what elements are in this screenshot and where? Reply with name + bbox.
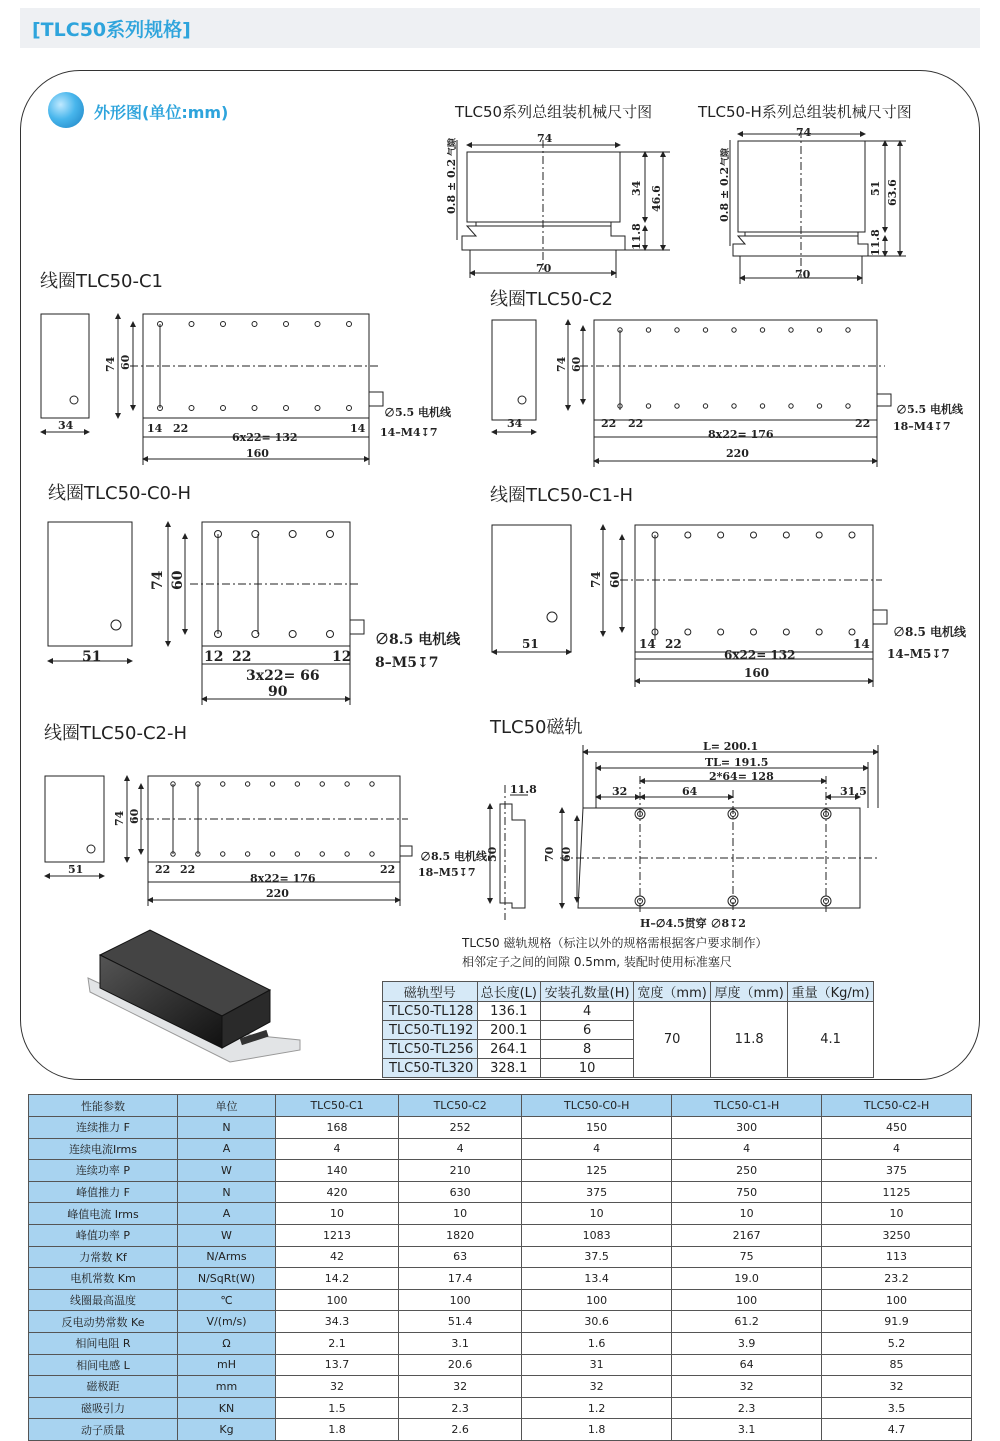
mounting-hole bbox=[646, 404, 650, 408]
c0h-b: 22 bbox=[232, 649, 252, 665]
table-row bbox=[29, 1354, 972, 1376]
param-name: 磁吸引力 bbox=[29, 1397, 178, 1419]
h-right-h: 51 bbox=[869, 180, 882, 196]
mounting-hole bbox=[816, 532, 822, 538]
table-row bbox=[29, 1138, 972, 1160]
rail-t: 11.8 bbox=[510, 783, 537, 796]
param-value: 4 bbox=[522, 1138, 672, 1160]
c0h-h2: 60 bbox=[170, 570, 186, 590]
c1-caption: 线圈TLC50-C1 bbox=[40, 271, 164, 292]
mounting-hole bbox=[315, 406, 320, 411]
mounting-hole bbox=[685, 629, 691, 635]
assembly-std-caption: TLC50系列总组装机械尺寸图 bbox=[455, 103, 653, 121]
param-name: 连续电流Irms bbox=[29, 1138, 178, 1160]
mounting-hole bbox=[703, 404, 707, 408]
param-value: 5.2 bbox=[822, 1332, 972, 1354]
c0h-side: 51 bbox=[82, 649, 102, 665]
param-value: 37.5 bbox=[522, 1246, 672, 1268]
c2-drawing bbox=[492, 320, 891, 467]
c1-wire: ∅5.5 电机线 bbox=[384, 406, 451, 419]
param-value: 2167 bbox=[672, 1224, 822, 1246]
c0h-h1: 74 bbox=[150, 570, 166, 590]
param-value: 85 bbox=[822, 1354, 972, 1376]
param-unit: N/SqRt(W) bbox=[178, 1268, 276, 1290]
param-value: 20.6 bbox=[399, 1354, 522, 1376]
param-value: 750 bbox=[672, 1181, 822, 1203]
c1h-a: 14 bbox=[639, 637, 656, 651]
perf-col-c2h: TLC50-C2-H bbox=[822, 1095, 972, 1117]
table-row bbox=[29, 1289, 972, 1311]
c2h-side: 51 bbox=[68, 863, 84, 876]
std-bottom: 70 bbox=[536, 262, 552, 275]
perf-col-c0h: TLC50-C0-H bbox=[522, 1095, 672, 1117]
c1-c: 14 bbox=[350, 422, 366, 435]
param-value: 3.1 bbox=[399, 1332, 522, 1354]
mounting-hole bbox=[846, 328, 850, 332]
param-value: 32 bbox=[672, 1376, 822, 1398]
c0h-span: 3x22= 66 bbox=[246, 668, 320, 684]
c1h-b: 22 bbox=[665, 637, 682, 651]
mounting-hole bbox=[245, 852, 249, 856]
table-row bbox=[29, 1376, 972, 1398]
mounting-hole bbox=[221, 852, 225, 856]
param-name: 力常数 Kf bbox=[29, 1246, 178, 1268]
table-row bbox=[29, 1419, 972, 1441]
c0h-caption: 线圈TLC50-C0-H bbox=[48, 483, 192, 504]
mounting-hole bbox=[221, 782, 225, 786]
param-value: 375 bbox=[522, 1181, 672, 1203]
rail-weight-value: 4.1 bbox=[788, 1002, 874, 1078]
rail-L: L= 200.1 bbox=[703, 740, 759, 753]
rail-col-holes: 安装孔数量(H) bbox=[541, 982, 634, 1002]
mounting-hole bbox=[345, 852, 349, 856]
rail-thickness-value: 11.8 bbox=[711, 1002, 788, 1078]
param-unit: KN bbox=[178, 1397, 276, 1419]
assembly-h-caption: TLC50-H系列总组装机械尺寸图 bbox=[698, 103, 912, 121]
perf-col-c2: TLC50-C2 bbox=[399, 1095, 522, 1117]
c1-drawing bbox=[41, 314, 383, 465]
param-value: 113 bbox=[822, 1246, 972, 1268]
param-unit: N bbox=[178, 1117, 276, 1139]
mounting-hole bbox=[816, 629, 822, 635]
c0h-c: 12 bbox=[332, 649, 352, 665]
param-unit: mm bbox=[178, 1376, 276, 1398]
param-value: 30.6 bbox=[522, 1311, 672, 1333]
h-top: 74 bbox=[796, 126, 812, 139]
rail-col-width: 宽度（mm) bbox=[634, 982, 711, 1002]
param-value: 13.7 bbox=[276, 1354, 399, 1376]
param-value: 75 bbox=[672, 1246, 822, 1268]
c0h-a: 12 bbox=[204, 649, 224, 665]
rail-b: 64 bbox=[682, 785, 698, 798]
mounting-hole bbox=[718, 532, 724, 538]
c2-h1: 74 bbox=[555, 356, 568, 372]
c1-total: 160 bbox=[246, 447, 269, 460]
param-value: 150 bbox=[522, 1117, 672, 1139]
param-value: 64 bbox=[672, 1354, 822, 1376]
mounting-hole bbox=[270, 852, 274, 856]
c2h-caption: 线圈TLC50-C2-H bbox=[44, 723, 188, 744]
c1h-holes: 14–M5↧7 bbox=[887, 647, 950, 661]
param-value: 13.4 bbox=[522, 1268, 672, 1290]
mounting-hole bbox=[189, 322, 194, 327]
param-value: 10 bbox=[822, 1203, 972, 1225]
c2-h2: 60 bbox=[570, 356, 583, 372]
param-value: 4 bbox=[672, 1138, 822, 1160]
c2h-wire: ∅8.5 电机线 bbox=[420, 850, 487, 863]
mounting-hole bbox=[675, 328, 679, 332]
param-value: 300 bbox=[672, 1117, 822, 1139]
mounting-hole bbox=[646, 328, 650, 332]
param-name: 动子质量 bbox=[29, 1419, 178, 1441]
table-row bbox=[29, 1203, 972, 1225]
param-name: 电机常数 Km bbox=[29, 1268, 178, 1290]
c2h-total: 220 bbox=[266, 887, 289, 900]
param-name: 相间电感 L bbox=[29, 1354, 178, 1376]
c1h-caption: 线圈TLC50-C1-H bbox=[490, 485, 634, 506]
rail-TL: TL= 191.5 bbox=[705, 756, 769, 769]
param-value: 61.2 bbox=[672, 1311, 822, 1333]
std-gap-label: 气隙 bbox=[448, 137, 458, 156]
param-value: 100 bbox=[276, 1289, 399, 1311]
param-value: 51.4 bbox=[399, 1311, 522, 1333]
mounting-hole bbox=[252, 406, 257, 411]
param-value: 100 bbox=[399, 1289, 522, 1311]
section-subtitle: 外形图(单位:mm) bbox=[94, 103, 229, 122]
c1h-drawing bbox=[492, 525, 887, 687]
param-value: 1.2 bbox=[522, 1397, 672, 1419]
rail-a: 32 bbox=[612, 785, 628, 798]
mounting-hole bbox=[783, 532, 789, 538]
table-row: TLC50-TL128 136.1 4 70 11.8 4.1 bbox=[383, 1002, 874, 1021]
param-value: 210 bbox=[399, 1160, 522, 1182]
mounting-hole bbox=[315, 322, 320, 327]
std-right-h: 34 bbox=[630, 180, 643, 196]
mounting-hole bbox=[295, 852, 299, 856]
c2h-span: 8x22= 176 bbox=[250, 872, 316, 885]
param-value: 10 bbox=[399, 1203, 522, 1225]
table-row bbox=[29, 1224, 972, 1246]
table-row bbox=[29, 1268, 972, 1290]
perf-col-unit: 单位 bbox=[178, 1095, 276, 1117]
param-value: 4 bbox=[399, 1138, 522, 1160]
param-value: 32 bbox=[822, 1376, 972, 1398]
c2h-h2: 60 bbox=[128, 808, 141, 824]
mounting-hole bbox=[703, 328, 707, 332]
rail-col-weight: 重量（Kg/m) bbox=[788, 982, 874, 1002]
mounting-hole bbox=[675, 404, 679, 408]
table-row bbox=[29, 1332, 972, 1354]
table-row: TLC50-TL320 328.1 10 bbox=[383, 1059, 874, 1078]
table-row: TLC50-TL192 200.1 6 bbox=[383, 1021, 874, 1040]
mounting-hole bbox=[760, 404, 764, 408]
param-name: 磁极距 bbox=[29, 1376, 178, 1398]
param-unit: ℃ bbox=[178, 1289, 276, 1311]
mounting-hole bbox=[732, 404, 736, 408]
perf-col-c1h: TLC50-C1-H bbox=[672, 1095, 822, 1117]
rail-caption: TLC50磁轨 bbox=[490, 717, 583, 738]
param-value: 4 bbox=[822, 1138, 972, 1160]
param-value: 2.1 bbox=[276, 1332, 399, 1354]
perf-col-c1: TLC50-C1 bbox=[276, 1095, 399, 1117]
mounting-hole bbox=[320, 782, 324, 786]
c0h-wire: ∅8.5 电机线 bbox=[375, 632, 461, 648]
table-row bbox=[29, 1160, 972, 1182]
c2-b: 22 bbox=[628, 417, 644, 430]
rail-col-thickness: 厚度（mm) bbox=[711, 982, 788, 1002]
mounting-hole bbox=[270, 782, 274, 786]
param-name: 峰值电流 Irms bbox=[29, 1203, 178, 1225]
h-gap: 0.8 ± 0.2 bbox=[718, 166, 731, 222]
perf-col-param: 性能参数 bbox=[29, 1095, 178, 1117]
param-value: 32 bbox=[276, 1376, 399, 1398]
mounting-hole bbox=[284, 406, 289, 411]
param-unit: mH bbox=[178, 1354, 276, 1376]
param-unit: V/(m/s) bbox=[178, 1311, 276, 1333]
h-bottom: 70 bbox=[795, 268, 811, 281]
param-value: 168 bbox=[276, 1117, 399, 1139]
c1-h2: 60 bbox=[119, 354, 132, 370]
c2-span: 8x22= 176 bbox=[708, 428, 774, 441]
param-value: 42 bbox=[276, 1246, 399, 1268]
param-value: 2.3 bbox=[672, 1397, 822, 1419]
mounting-hole bbox=[849, 629, 855, 635]
param-unit: Kg bbox=[178, 1419, 276, 1441]
c2-holes: 18–M4↧7 bbox=[893, 420, 951, 433]
mounting-hole bbox=[347, 322, 352, 327]
c1-a: 14 bbox=[147, 422, 163, 435]
param-value: 100 bbox=[522, 1289, 672, 1311]
param-unit: A bbox=[178, 1138, 276, 1160]
param-value: 19.0 bbox=[672, 1268, 822, 1290]
c1-holes: 14–M4↧7 bbox=[380, 426, 438, 439]
h-overall-h: 63.6 bbox=[886, 179, 899, 206]
param-name: 连续功率 P bbox=[29, 1160, 178, 1182]
param-value: 140 bbox=[276, 1160, 399, 1182]
std-gap: 0.8 ± 0.2 bbox=[445, 158, 458, 214]
assembly-std-drawing bbox=[457, 140, 670, 278]
param-value: 420 bbox=[276, 1181, 399, 1203]
c2h-holes: 18–M5↧7 bbox=[418, 866, 476, 879]
table-row: TLC50-TL256 264.1 8 bbox=[383, 1040, 874, 1059]
mounting-hole bbox=[245, 782, 249, 786]
c1-b: 22 bbox=[173, 422, 189, 435]
mounting-hole bbox=[370, 782, 374, 786]
param-unit: W bbox=[178, 1160, 276, 1182]
c1h-total: 160 bbox=[744, 666, 770, 680]
param-value: 31 bbox=[522, 1354, 672, 1376]
mounting-hole bbox=[732, 328, 736, 332]
param-value: 375 bbox=[822, 1160, 972, 1182]
c1-h1: 74 bbox=[104, 356, 117, 372]
param-value: 1125 bbox=[822, 1181, 972, 1203]
mounting-hole bbox=[345, 782, 349, 786]
rail-h1: 50 bbox=[486, 846, 499, 862]
rail-spec-table bbox=[382, 981, 874, 1078]
param-name: 峰值功率 P bbox=[29, 1224, 178, 1246]
param-value: 1.8 bbox=[522, 1419, 672, 1441]
param-value: 91.9 bbox=[822, 1311, 972, 1333]
rail-c: 31.5 bbox=[840, 785, 867, 798]
param-value: 32 bbox=[522, 1376, 672, 1398]
mounting-hole bbox=[849, 532, 855, 538]
c0h-total: 90 bbox=[268, 684, 288, 700]
mounting-hole bbox=[327, 531, 334, 538]
std-top: 74 bbox=[537, 132, 553, 145]
mounting-hole bbox=[327, 631, 334, 638]
table-row bbox=[29, 1397, 972, 1419]
c2h-h1: 74 bbox=[113, 810, 126, 826]
param-unit: A bbox=[178, 1203, 276, 1225]
mounting-hole bbox=[783, 629, 789, 635]
param-value: 1.6 bbox=[522, 1332, 672, 1354]
param-unit: N/Arms bbox=[178, 1246, 276, 1268]
param-unit: W bbox=[178, 1224, 276, 1246]
page-title: [TLC50系列规格] bbox=[32, 19, 191, 41]
param-value: 250 bbox=[672, 1160, 822, 1182]
mounting-hole bbox=[289, 631, 296, 638]
param-unit: N bbox=[178, 1181, 276, 1203]
mounting-hole bbox=[751, 532, 757, 538]
c1h-span: 6x22= 132 bbox=[724, 648, 796, 662]
c2-caption: 线圈TLC50-C2 bbox=[490, 289, 614, 310]
mounting-hole bbox=[289, 531, 296, 538]
param-name: 相间电阻 R bbox=[29, 1332, 178, 1354]
mounting-hole bbox=[817, 404, 821, 408]
assembly-h-drawing bbox=[730, 130, 906, 284]
param-value: 1213 bbox=[276, 1224, 399, 1246]
c2-side: 34 bbox=[507, 417, 523, 430]
param-value: 1.5 bbox=[276, 1397, 399, 1419]
table-row bbox=[29, 1117, 972, 1139]
param-value: 23.2 bbox=[822, 1268, 972, 1290]
param-value: 10 bbox=[672, 1203, 822, 1225]
rail-h2: 70 bbox=[543, 846, 556, 862]
c1h-c: 14 bbox=[853, 637, 870, 651]
param-value: 3.5 bbox=[822, 1397, 972, 1419]
mounting-hole bbox=[718, 629, 724, 635]
mounting-hole bbox=[846, 404, 850, 408]
param-value: 34.3 bbox=[276, 1311, 399, 1333]
rail-pitch: 2*64= 128 bbox=[709, 770, 774, 783]
param-value: 1.8 bbox=[276, 1419, 399, 1441]
performance-table bbox=[28, 1094, 972, 1441]
param-value: 14.2 bbox=[276, 1268, 399, 1290]
param-value: 2.6 bbox=[399, 1419, 522, 1441]
param-unit: Ω bbox=[178, 1332, 276, 1354]
mounting-hole bbox=[284, 322, 289, 327]
std-overall-h: 46.6 bbox=[650, 185, 663, 212]
mounting-hole bbox=[221, 322, 226, 327]
param-value: 63 bbox=[399, 1246, 522, 1268]
h-rail-h: 11.8 bbox=[869, 229, 882, 256]
c2h-b: 22 bbox=[180, 863, 196, 876]
param-name: 线圈最高温度 bbox=[29, 1289, 178, 1311]
mounting-hole bbox=[789, 328, 793, 332]
mounting-hole bbox=[189, 406, 194, 411]
param-value: 17.4 bbox=[399, 1268, 522, 1290]
table-row bbox=[29, 1181, 972, 1203]
rail-width-value: 70 bbox=[634, 1002, 711, 1078]
rail-hole: H–∅4.5贯穿 ∅8↧2 bbox=[640, 917, 746, 930]
param-value: 3250 bbox=[822, 1224, 972, 1246]
motor-3d-illustration bbox=[88, 930, 300, 1062]
table-row bbox=[29, 1246, 972, 1268]
param-value: 1083 bbox=[522, 1224, 672, 1246]
c2-wire: ∅5.5 电机线 bbox=[896, 403, 963, 416]
std-rail-h: 11.8 bbox=[630, 223, 643, 250]
param-value: 100 bbox=[822, 1289, 972, 1311]
mounting-hole bbox=[295, 782, 299, 786]
param-name: 连续推力 F bbox=[29, 1117, 178, 1139]
rail-drawing bbox=[490, 745, 880, 920]
mounting-hole bbox=[751, 629, 757, 635]
mounting-hole bbox=[817, 328, 821, 332]
mounting-hole bbox=[789, 404, 793, 408]
c2h-a: 22 bbox=[155, 863, 171, 876]
c1h-side: 51 bbox=[522, 637, 539, 651]
mounting-hole bbox=[221, 406, 226, 411]
c2h-drawing bbox=[45, 776, 412, 906]
c2h-c: 22 bbox=[380, 863, 396, 876]
rail-col-length: 总长度(L) bbox=[477, 982, 541, 1002]
rail-note-2: 相邻定子之间的间隙 0.5mm, 装配时使用标准塞尺 bbox=[462, 955, 732, 969]
param-value: 3.1 bbox=[672, 1419, 822, 1441]
param-value: 3.9 bbox=[672, 1332, 822, 1354]
param-value: 125 bbox=[522, 1160, 672, 1182]
c1h-h1: 74 bbox=[589, 571, 603, 588]
mounting-hole bbox=[347, 406, 352, 411]
c0h-holes: 8–M5↧7 bbox=[375, 655, 439, 671]
table-row bbox=[29, 1311, 972, 1333]
c1h-h2: 60 bbox=[608, 571, 622, 588]
rail-col-model: 磁轨型号 bbox=[383, 982, 478, 1002]
c1h-wire: ∅8.5 电机线 bbox=[893, 625, 967, 639]
param-value: 1820 bbox=[399, 1224, 522, 1246]
c1-side: 34 bbox=[58, 419, 74, 432]
param-name: 峰值推力 F bbox=[29, 1181, 178, 1203]
param-value: 4.7 bbox=[822, 1419, 972, 1441]
mounting-hole bbox=[685, 532, 691, 538]
rail-h3: 60 bbox=[560, 846, 573, 862]
param-name: 反电动势常数 Ke bbox=[29, 1311, 178, 1333]
c2-a: 22 bbox=[601, 417, 617, 430]
param-value: 32 bbox=[399, 1376, 522, 1398]
mounting-hole bbox=[370, 852, 374, 856]
param-value: 10 bbox=[522, 1203, 672, 1225]
c1-span: 6x22= 132 bbox=[232, 431, 298, 444]
c2-total: 220 bbox=[726, 447, 749, 460]
param-value: 100 bbox=[672, 1289, 822, 1311]
param-value: 4 bbox=[276, 1138, 399, 1160]
mounting-hole bbox=[252, 322, 257, 327]
mounting-hole bbox=[320, 852, 324, 856]
param-value: 630 bbox=[399, 1181, 522, 1203]
rail-note-1: TLC50 磁轨规格（标注以外的规格需根据客户要求制作） bbox=[462, 936, 768, 950]
param-value: 450 bbox=[822, 1117, 972, 1139]
mounting-hole bbox=[760, 328, 764, 332]
h-gap-label: 气隙 bbox=[721, 147, 731, 166]
param-value: 10 bbox=[276, 1203, 399, 1225]
c2-c: 22 bbox=[855, 417, 871, 430]
param-value: 2.3 bbox=[399, 1397, 522, 1419]
param-value: 252 bbox=[399, 1117, 522, 1139]
